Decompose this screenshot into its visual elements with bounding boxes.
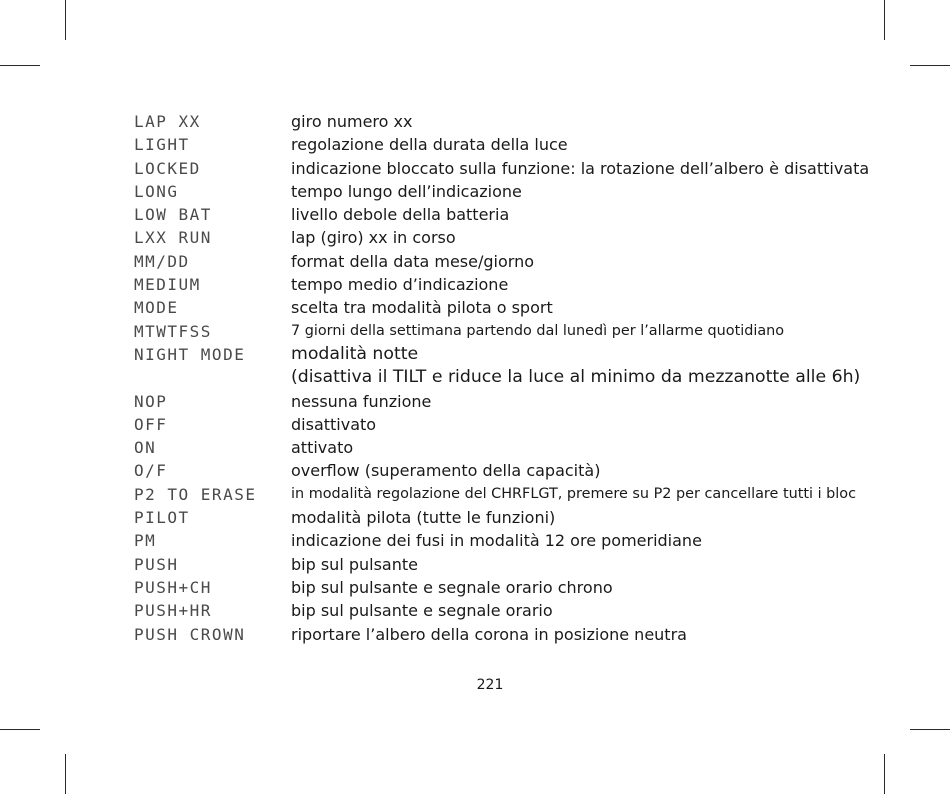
definition-line: in modalità regolazione del CHRFLGT, premere su P2 per cancellare tutti i bloc (291, 485, 856, 502)
definition-line: modalità notte (291, 343, 419, 364)
lcd-term: LONG (134, 181, 179, 201)
glossary-row (134, 133, 914, 156)
lcd-term: O/F (134, 461, 168, 481)
page-number: 221 (476, 677, 504, 693)
definition-line: bip sul pulsante e segnale orario chrono (291, 577, 613, 597)
definition-line: tempo lungo dell’indicazione (291, 181, 522, 201)
crop-mark-bottom-right-horizontal (910, 729, 950, 730)
glossary-row (134, 250, 914, 273)
definition-line: bip sul pulsante e segnale orario (291, 601, 553, 621)
definition-line: overflow (superamento della capacità) (291, 461, 601, 481)
crop-mark-top-left-vertical (65, 0, 66, 40)
definition (291, 226, 456, 249)
definition (291, 390, 431, 413)
definition-line: livello debole della batteria (291, 205, 510, 225)
lcd-term: NIGHT MODE (134, 344, 246, 364)
definition (291, 180, 522, 203)
lcd-term: PUSH (134, 554, 179, 574)
crop-mark-bottom-right-vertical (884, 754, 885, 794)
definition-line: indicazione bloccato sulla funzione: la rotazione dell’albero è disattivata (291, 158, 870, 178)
glossary-list (134, 110, 914, 646)
lcd-term: LXX RUN (134, 228, 212, 248)
definition (291, 133, 568, 156)
lcd-term: LIGHT (134, 135, 190, 155)
lcd-term: LOW BAT (134, 205, 212, 225)
definition (291, 576, 613, 599)
definition-line: giro numero xx (291, 112, 413, 131)
lcd-term: MTWTFSS (134, 321, 212, 341)
definition (291, 529, 702, 552)
lcd-term: PUSH+CH (134, 577, 212, 597)
glossary-row (134, 553, 914, 576)
definition (291, 273, 508, 296)
glossary-row (134, 599, 914, 622)
glossary-row (134, 506, 914, 529)
lcd-term: PUSH+HR (134, 601, 212, 621)
definition-line: bip sul pulsante (291, 554, 418, 574)
definition (291, 110, 412, 133)
glossary-row (134, 157, 914, 180)
glossary-row (134, 180, 914, 203)
lcd-term: NOP (134, 391, 168, 411)
lcd-term: MODE (134, 298, 179, 318)
definition-line: disattivato (291, 414, 377, 434)
glossary-row (134, 483, 914, 506)
glossary-row (134, 576, 914, 599)
definition-line: lap (giro) xx in corso (291, 228, 456, 248)
lcd-term: PM (134, 531, 157, 551)
lcd-term: MEDIUM (134, 275, 201, 295)
lcd-term: OFF (134, 414, 168, 434)
definition (291, 157, 869, 180)
definition-line: (disattiva il TILT e riduce la luce al minimo da mezzanotte alle 6h) (291, 367, 861, 388)
definition-line: tempo medio d’indicazione (291, 275, 509, 295)
definition (291, 320, 784, 343)
lcd-term: PUSH CROWN (134, 624, 246, 644)
lcd-term: LOCKED (134, 158, 201, 178)
glossary-row (134, 273, 914, 296)
crop-mark-top-right-horizontal (910, 65, 950, 66)
definition (291, 506, 555, 529)
crop-mark-bottom-left-vertical (65, 754, 66, 794)
definition (291, 623, 687, 646)
glossary-row (134, 296, 914, 319)
crop-mark-bottom-left-horizontal (0, 729, 40, 730)
lcd-term: MM/DD (134, 251, 190, 271)
glossary-row (134, 226, 914, 249)
glossary-row (134, 390, 914, 413)
definition (291, 436, 353, 459)
lcd-term: PILOT (134, 508, 190, 528)
definition (291, 413, 376, 436)
crop-mark-top-right-vertical (884, 0, 885, 40)
glossary-row (134, 623, 914, 646)
glossary-row (134, 343, 914, 390)
glossary-row (134, 459, 914, 482)
definition (291, 459, 600, 482)
definition-line: attivato (291, 438, 354, 458)
definition-line: modalità pilota (tutte le funzioni) (291, 508, 556, 528)
definition-line: scelta tra modalità pilota o sport (291, 298, 553, 318)
glossary-row (134, 110, 914, 133)
definition (291, 343, 860, 390)
glossary-row (134, 203, 914, 226)
lcd-term: LAP XX (134, 112, 201, 131)
definition-line: riportare l’albero della corona in posizione neutra (291, 624, 687, 644)
glossary-row (134, 320, 914, 343)
crop-mark-top-left-horizontal (0, 65, 40, 66)
glossary-row (134, 436, 914, 459)
glossary-row (134, 529, 914, 552)
lcd-term: ON (134, 438, 157, 458)
definition (291, 250, 534, 273)
definition-line: regolazione della durata della luce (291, 135, 568, 155)
definition-line: format della data mese/giorno (291, 251, 534, 271)
definition (291, 599, 553, 622)
definition (291, 203, 509, 226)
definition-line: 7 giorni della settimana partendo dal lunedì per l’allarme quotidiano (291, 322, 785, 339)
definition (291, 483, 856, 506)
glossary-row (134, 413, 914, 436)
definition (291, 553, 418, 576)
lcd-term: P2 TO ERASE (134, 484, 257, 504)
definition (291, 296, 553, 319)
definition-line: indicazione dei fusi in modalità 12 ore pomeridiane (291, 531, 702, 551)
definition-line: nessuna funzione (291, 391, 432, 411)
